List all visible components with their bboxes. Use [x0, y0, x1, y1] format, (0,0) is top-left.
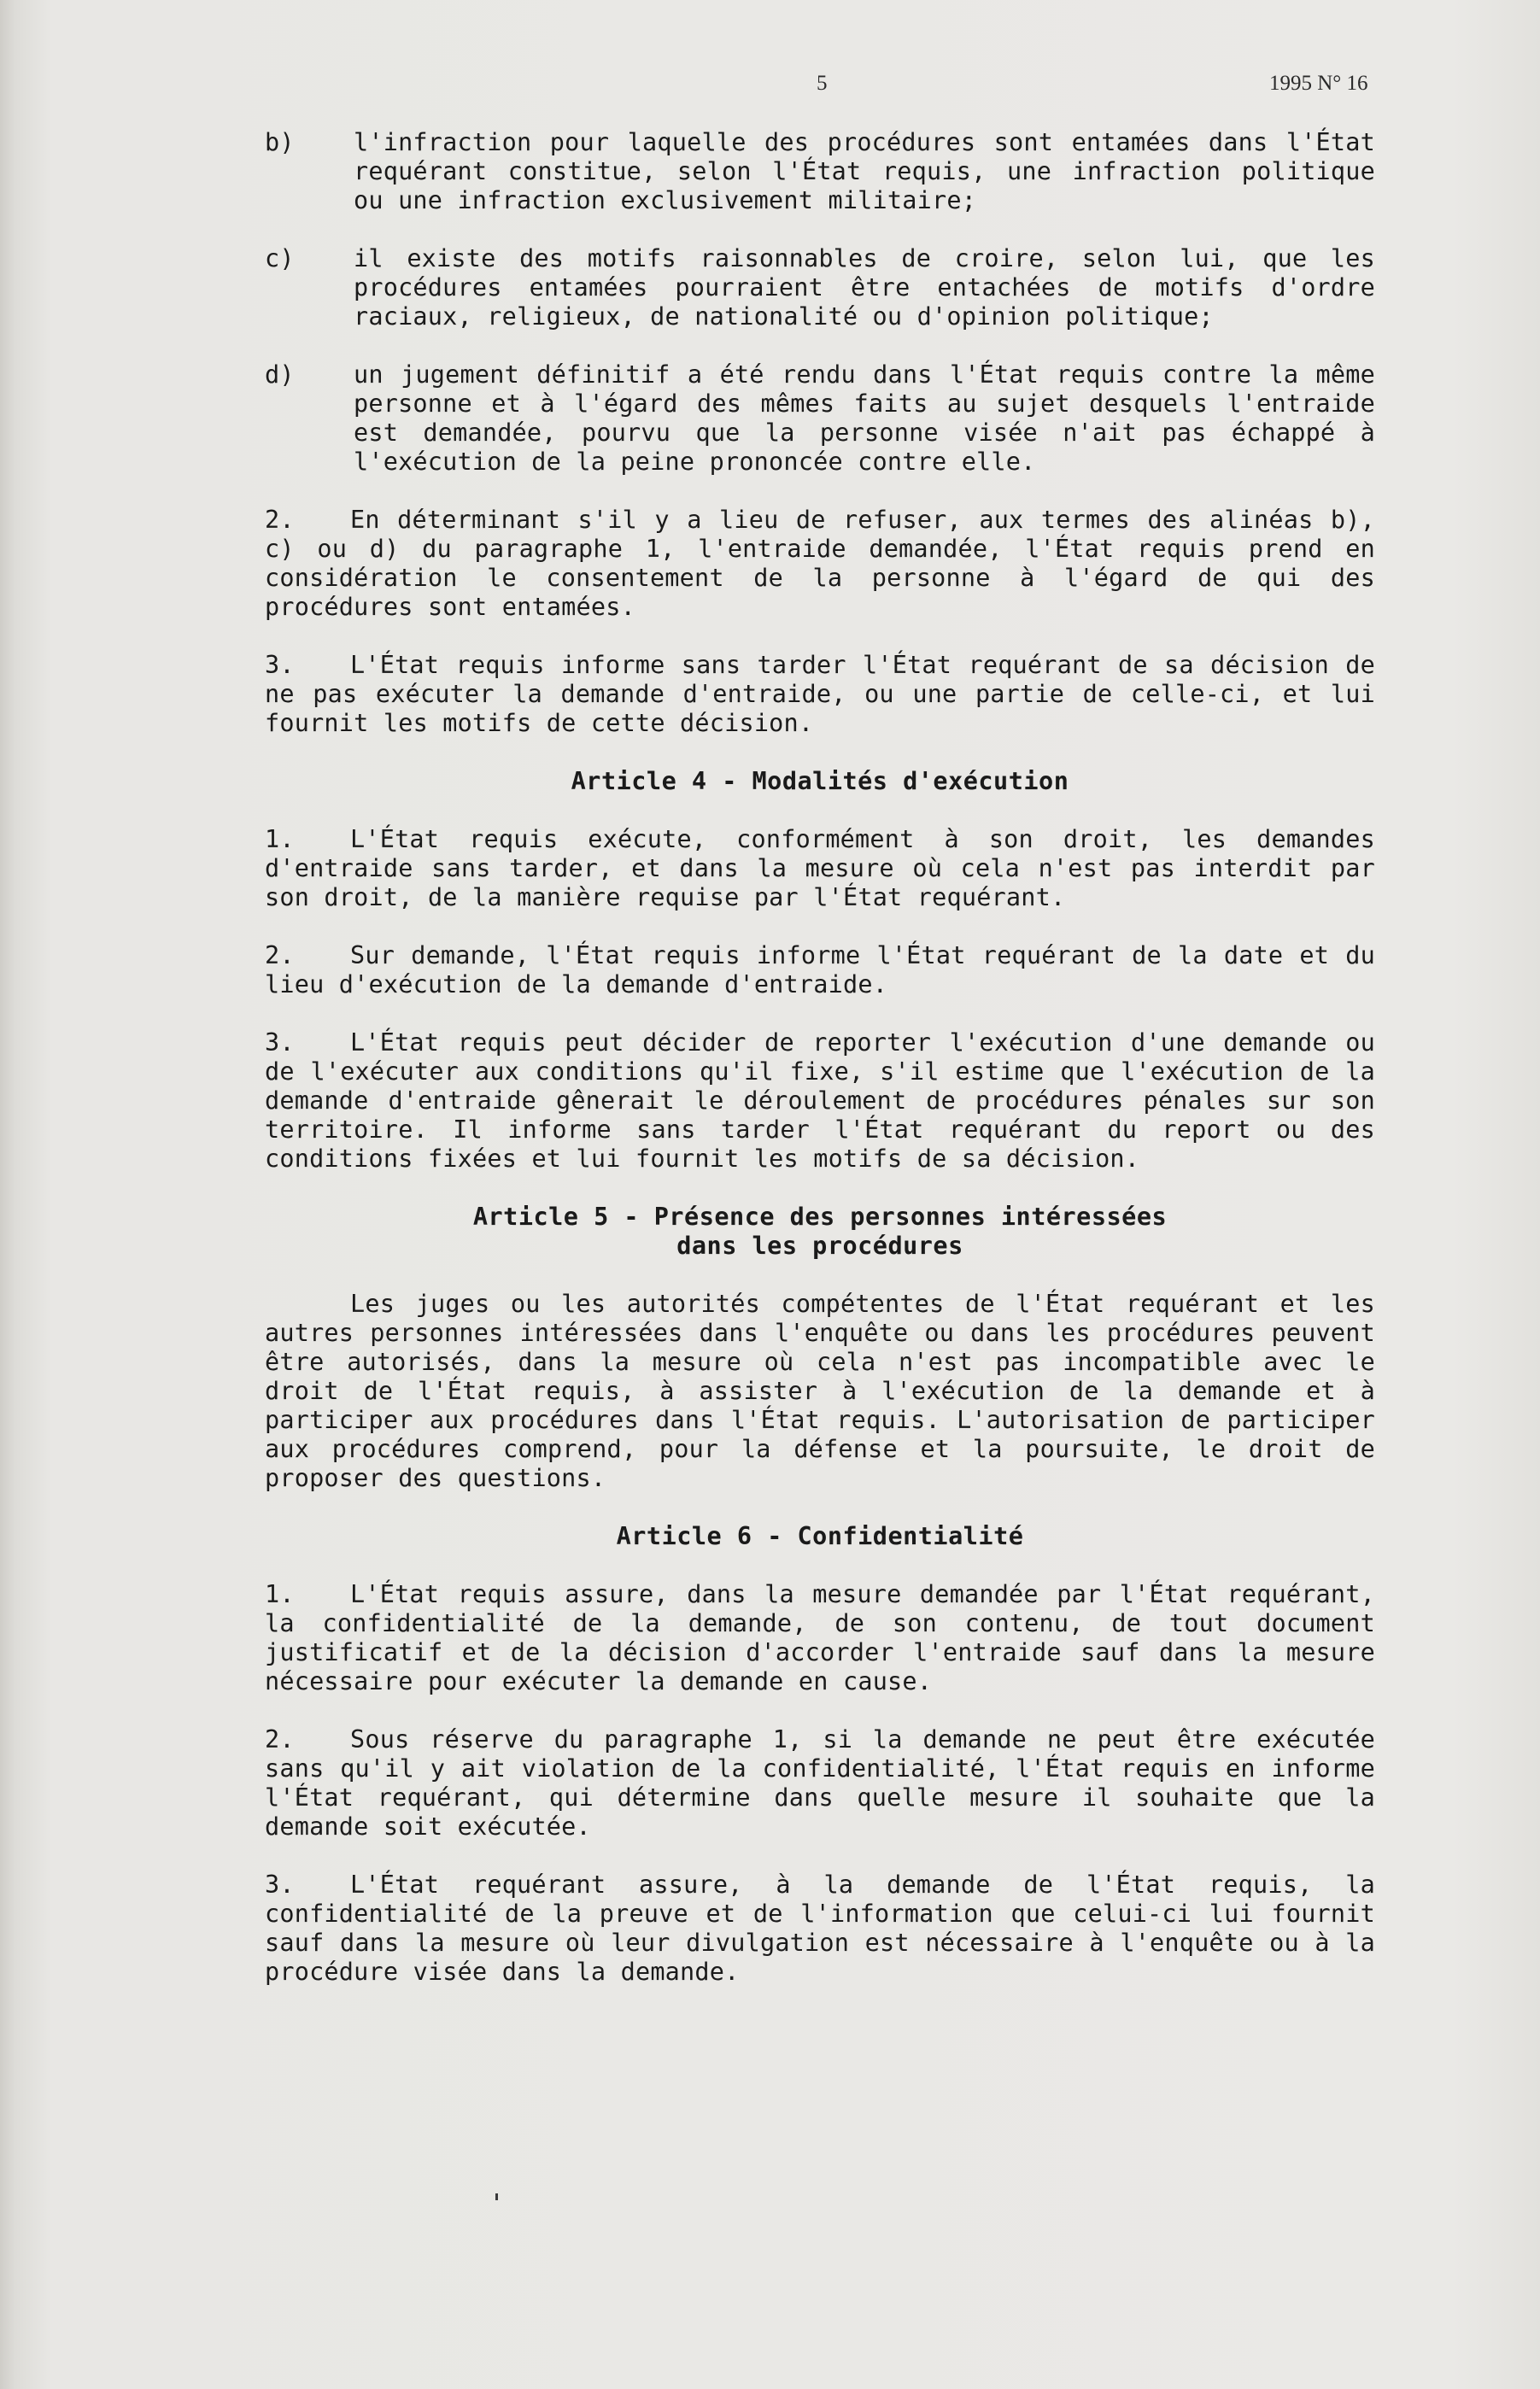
article-6-paragraph-3: [265, 1871, 1375, 1987]
article-4-paragraph-3: [265, 1028, 1375, 1174]
document-reference: 1995 N° 16: [1269, 72, 1368, 95]
list-item-text: l'infraction pour laquelle des procédures sont entamées dans l'État requérant constitue, selon l'État requis, une infraction politique ou une infraction exclusivement militaire;: [354, 128, 1375, 214]
list-item-d: [265, 360, 1375, 477]
article-5-heading: [265, 1203, 1375, 1261]
paragraph-number: 1.: [265, 825, 295, 853]
list-item-text: un jugement définitif a été rendu dans l'État requis contre la même personne et à l'égard des mêmes faits au sujet desquels l'entraide est demandée, pourvu que la personne visée n'ait pas échappé à l'exécution de la peine prononcée contre elle.: [354, 360, 1375, 476]
paragraph-text: L'État requis informe sans tarder l'État requérant de sa décision de ne pas exécuter la demande d'entraide, ou une partie de celle-ci, et lui fournit les motifs de cette décision.: [265, 651, 1375, 737]
document-body: [265, 128, 1375, 2016]
list-item-label: c): [265, 244, 295, 272]
paragraph-text: L'État requérant assure, à la demande de l'État requis, la confidentialité de la preuve et de l'information que celui-ci lui fournit sauf dans la mesure où leur divulgation est nécessaire à l'enquête ou à la procédure visée dans la demande.: [265, 1871, 1375, 1986]
paragraph-text: L'État requis assure, dans la mesure demandée par l'État requérant, la confidentialité de la demande, de son contenu, de tout document justificatif et de la décision d'accorder l'entraide sauf dans la mesure nécessaire pour exécuter la demande en cause.: [265, 1580, 1375, 1695]
paragraph-number: 2.: [265, 941, 295, 969]
article-5-heading-line-1: Article 5 - Présence des personnes intéressées: [472, 1203, 1168, 1231]
article-4-paragraph-1: [265, 825, 1375, 912]
article-6-paragraph-2: [265, 1725, 1375, 1842]
article-4-heading: Article 4 - Modalités d'exécution: [571, 767, 1069, 795]
paragraph-text: Sous réserve du paragraphe 1, si la demande ne peut être exécutée sans qu'il y ait violation de la confidentialité, l'État requis en informe l'État requérant, qui détermine dans quelle mesure il souhaite que la demande soit exécutée.: [265, 1725, 1375, 1841]
paragraph-2: [265, 506, 1375, 622]
list-item-label: b): [265, 128, 295, 156]
paragraph-number: 1.: [265, 1580, 295, 1608]
article-5-heading-line-2: dans les procédures: [676, 1232, 963, 1260]
paragraph-number: 3.: [265, 1871, 295, 1899]
list-item-c: [265, 244, 1375, 331]
article-5-text: Les juges ou les autorités compétentes de l'État requérant et les autres personnes intéressées dans l'enquête ou dans les procédures peuvent être autorisés, dans la mesure où cela n'est pas incompatible avec le droit de l'État requis, à assister à l'exécution de la demande et à participer aux procédures dans l'État requis. L'autorisation de participer aux procédures comprend, pour la défense et la poursuite, le droit de proposer des questions.: [265, 1290, 1375, 1492]
list-item-label: d): [265, 360, 295, 389]
article-4-paragraph-2: [265, 941, 1375, 999]
paragraph-number: 2.: [265, 506, 295, 534]
paragraph-text: L'État requis exécute, conformément à son droit, les demandes d'entraide sans tarder, et dans la mesure où cela n'est pas interdit par son droit, de la manière requise par l'État requérant.: [265, 825, 1375, 911]
paragraph-number: 3.: [265, 1028, 295, 1057]
paragraph-text: Sur demande, l'État requis informe l'État requérant de la date et du lieu d'exécution de la demande d'entraide.: [265, 941, 1375, 998]
paragraph-text: L'État requis peut décider de reporter l'exécution d'une demande ou de l'exécuter aux conditions qu'il fixe, s'il estime que l'exécution de la demande d'entraide gênerait le déroulement de procédures pénales sur son territoire. Il informe sans tarder l'État requérant du report ou des conditions fixées et lui fournit les motifs de sa décision.: [265, 1028, 1375, 1173]
article-6-paragraph-1: [265, 1580, 1375, 1696]
list-item-b: [265, 128, 1375, 215]
paragraph-number: 3.: [265, 651, 295, 679]
stray-mark: [495, 2193, 498, 2200]
article-6-heading: Article 6 - Confidentialité: [616, 1522, 1024, 1550]
list-item-text: il existe des motifs raisonnables de croire, selon lui, que les procédures entamées pourraient être entachées de motifs d'ordre raciaux, religieux, de nationalité ou d'opinion politique;: [354, 244, 1375, 331]
paragraph-number: 2.: [265, 1725, 295, 1754]
page-number: 5: [817, 72, 828, 95]
paragraph-text: En déterminant s'il y a lieu de refuser, aux termes des alinéas b), c) ou d) du paragraphe 1, l'entraide demandée, l'État requis prend en considération le consentement de la personne à l'égard de qui des procédures sont entamées.: [265, 506, 1375, 621]
paragraph-3: [265, 651, 1375, 738]
